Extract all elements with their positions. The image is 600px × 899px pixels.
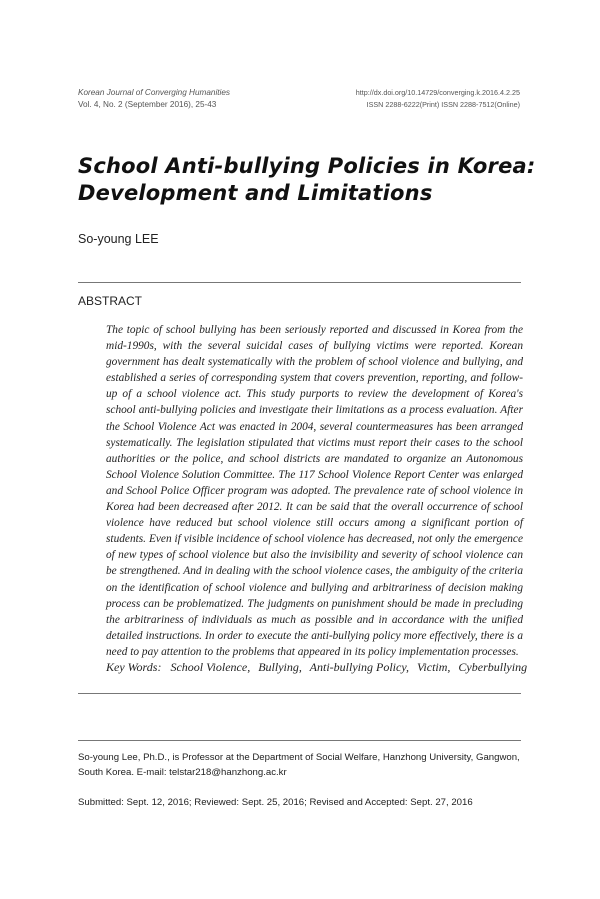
issn-info: ISSN 2288-6222(Print) ISSN 2288-7512(Online) — [366, 100, 520, 109]
footnote-divider — [78, 740, 521, 741]
abstract-heading: ABSTRACT — [78, 294, 143, 308]
divider-top — [78, 282, 521, 283]
doi-link[interactable]: http://dx.doi.org/10.14729/converging.k.2016.4.2.25 — [355, 88, 520, 97]
abstract-text: The topic of school bullying has been seriously reported and discussed in Korea from the mid-1990s, with the several suicidal cases of bullying victims were reported. Korean government has dealt systematically with the problem of school violence and bullying, and established a series of corresponding system that covers prevention, reporting, and follow-up of a school violence act. This study purports to review the development of Korea's school anti-bullying policies and investigate their limitations as a process evaluation. After the School Violence Act was enacted in 2004, several countermeasures has been arranged systematically. The legislation stipulated that victims must report their cases to the school authorities or the police, and school districts are mandated to organize an Autonomous School Violence Solution Committee. The 117 School Violence Report Center was enlarged and School Police Officer program was adopted. The prevalence rate of school violence in Korea had been decreased after 2012. It can be said that the overall occurrence of school violence have reduced but school violence still occurs among a significant portion of students. Even if visible incidence of school violence has decreased, not only the emergence of new types of school violence but also the invisibility and severity of school violence can be strengthened. And in dealing with the school violence cases, the ambiguity of the criteria on the identification of school violence and bullying and arbitrariness of decision making process can be problematized. The judgments on punishment should be made in precluding the arbitrariness of individuals as much as possible and in accordance with the unified detailed instructions. In order to execute the anti-bullying policy more effectively, there is a need to pay attention to the problems that appeared in its policy implementation processes. — [106, 324, 523, 658]
keyword-item: Bullying, — [258, 660, 302, 674]
volume-info: Vol. 4, No. 2 (September 2016), 25-43 — [78, 100, 217, 109]
title-line-2: Development and Limitations — [78, 181, 433, 205]
keyword-item: Victim, — [416, 660, 451, 674]
keyword-item: Cyberbullying — [458, 660, 528, 674]
keywords-line — [106, 660, 532, 675]
divider-after-keywords — [78, 693, 521, 694]
keyword-item: School Violence, — [170, 660, 251, 674]
journal-citation — [78, 87, 230, 111]
author-name: So-young LEE — [78, 232, 159, 246]
paper-title — [78, 153, 538, 207]
doi-issn-block — [356, 87, 520, 111]
keywords-label: Key Words: — [106, 660, 162, 674]
author-affiliation: So-young Lee, Ph.D., is Professor at the Department of Social Welfare, Hanzhong University, Gangwon, South Korea. E-mail: telstar218@hanzhong.ac.kr — [78, 752, 520, 778]
submission-dates: Submitted: Sept. 12, 2016; Reviewed: Sept. 25, 2016; Revised and Accepted: Sept. 27, 2016 — [78, 797, 473, 808]
journal-name: Korean Journal of Converging Humanities — [78, 88, 231, 97]
title-line-1: School Anti-bullying Policies in Korea: — [78, 154, 536, 178]
keyword-item: Anti-bullying Policy, — [309, 660, 409, 674]
